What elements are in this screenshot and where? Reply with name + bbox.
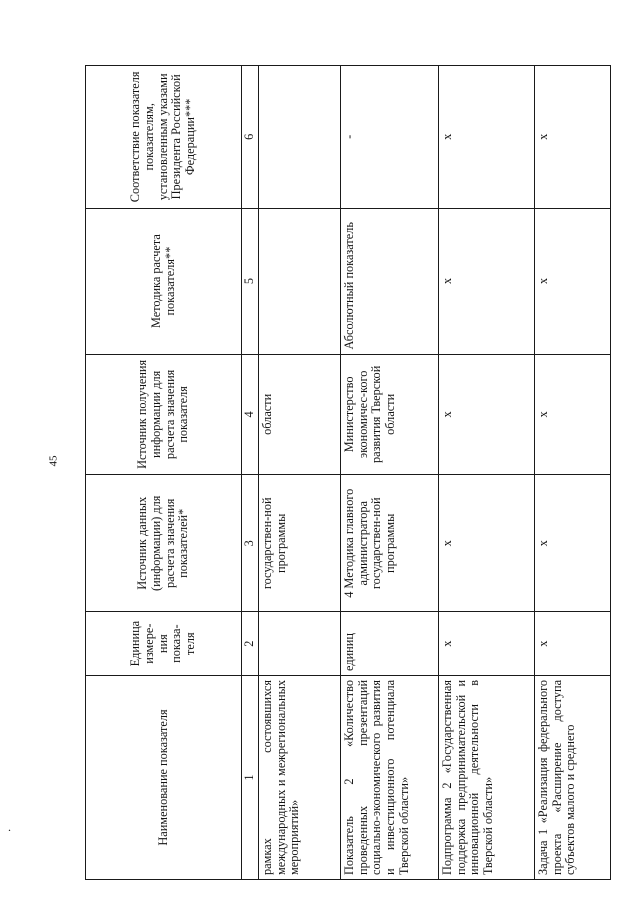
table-header-row <box>86 66 242 880</box>
unit-cell <box>258 612 340 676</box>
method-cell: х <box>534 208 610 354</box>
header-info-source: Источник получения информации для расчета значения показателя <box>86 354 242 475</box>
table-row <box>340 66 438 880</box>
table-row <box>534 66 610 880</box>
indicator-name-cell: Подпрограмма 2 «Государственная поддержка предпринимательской и инновационной деятельности в Тверской области» <box>438 675 534 879</box>
column-number: 1 <box>242 675 259 879</box>
column-number: 4 <box>242 354 259 475</box>
method-cell <box>258 208 340 354</box>
data-source-cell: х <box>438 475 534 612</box>
data-source-cell: х <box>534 475 610 612</box>
page-number: 45 <box>47 455 60 467</box>
info-source-cell: х <box>438 354 534 475</box>
info-source-cell: области <box>258 354 340 475</box>
column-number-row <box>242 66 259 880</box>
method-cell: Абсолютный показатель <box>340 208 438 354</box>
indicator-name-cell: Показатель 2 «Количество проведенных презентаций социально-экономического развития и инвестиционного потенциала Тверской области» <box>340 675 438 879</box>
column-number: 5 <box>242 208 259 354</box>
indicator-name-cell: рамках состоявшихся международных и межрегиональных мероприятий» <box>258 675 340 879</box>
header-data-source: Источник данных (информации) для расчета значения показателей* <box>86 475 242 612</box>
compliance-cell <box>258 66 340 209</box>
header-method: Методика расчета показателя** <box>86 208 242 354</box>
data-source-cell: 4 Методика главного администратора государствен-ной программы <box>340 475 438 612</box>
header-compliance: Соответствие показателя показателям, установленным указами Президента Российской Федерации*** <box>86 66 242 209</box>
compliance-cell: х <box>438 66 534 209</box>
info-source-cell: Министерство экономичес-кого развития Тверской области <box>340 354 438 475</box>
unit-cell: единиц <box>340 612 438 676</box>
unit-cell: х <box>438 612 534 676</box>
info-source-cell: х <box>534 354 610 475</box>
indicators-table <box>85 65 611 880</box>
column-number: 3 <box>242 475 259 612</box>
data-source-cell: государствен-ной программы <box>258 475 340 612</box>
column-number: 2 <box>242 612 259 676</box>
header-unit: Единица измере-ния показа-теля <box>86 612 242 676</box>
column-number: 6 <box>242 66 259 209</box>
compliance-cell: х <box>534 66 610 209</box>
table-row <box>438 66 534 880</box>
table-row <box>258 66 340 880</box>
unit-cell: х <box>534 612 610 676</box>
indicator-name-cell: Задача 1 «Реализация федерального проекта «Расширение доступа субъектов малого и среднего <box>534 675 610 879</box>
method-cell: х <box>438 208 534 354</box>
stray-mark: . <box>8 820 11 834</box>
compliance-cell: - <box>340 66 438 209</box>
header-indicator-name: Наименование показателя <box>86 675 242 879</box>
rotated-table-container <box>85 65 605 880</box>
